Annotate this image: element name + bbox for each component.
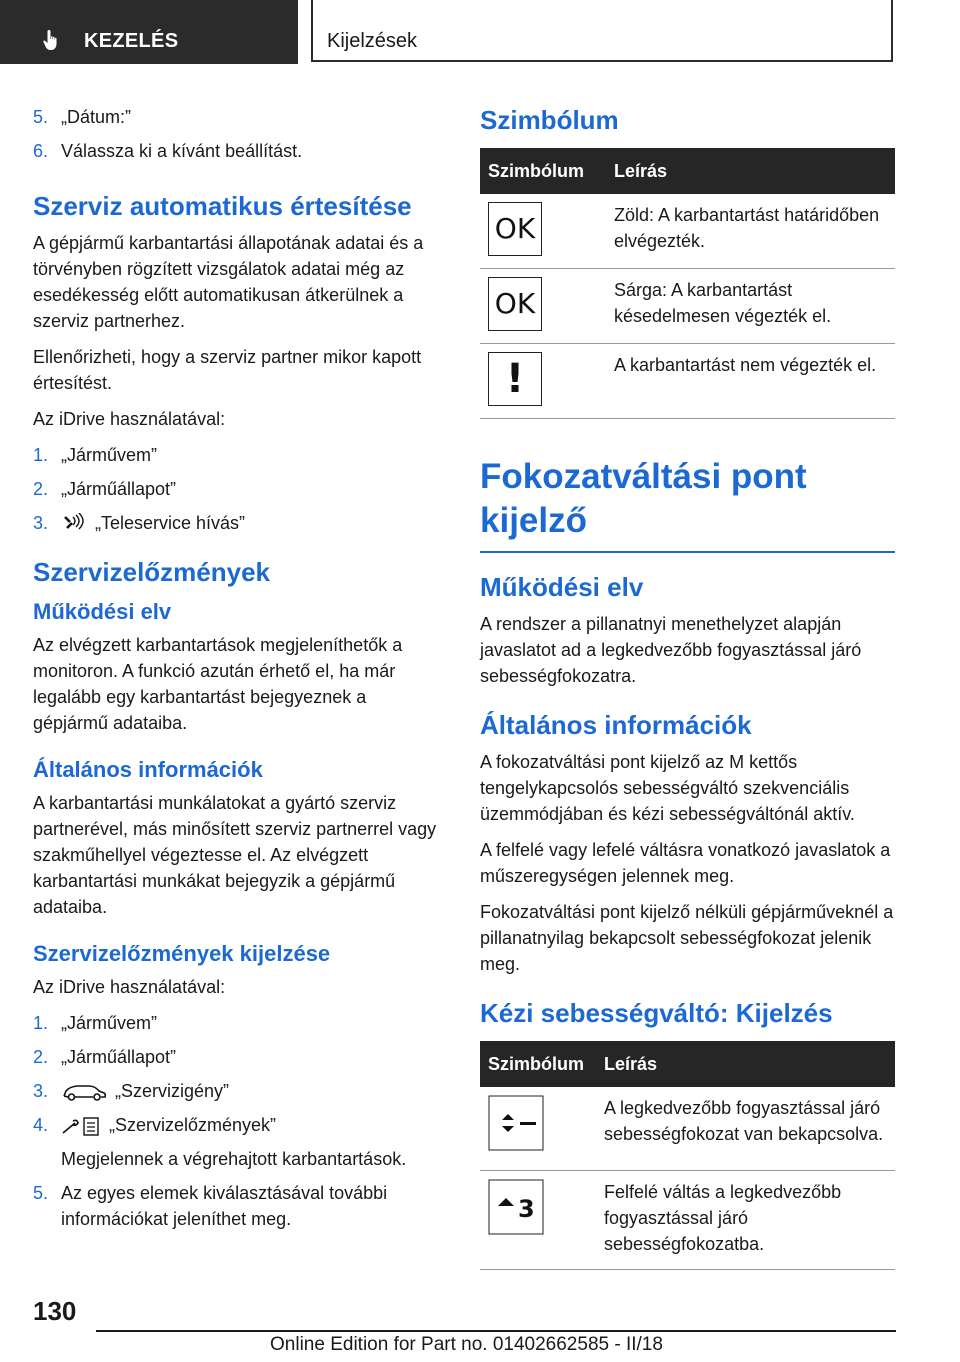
service-history-icon [61,1115,101,1137]
table-header-cell: Leírás [596,1041,895,1087]
table-cell-symbol [480,1087,596,1171]
hand-pointer-icon [40,28,64,52]
gear-symbol-table [480,1041,895,1270]
list-item [33,1112,441,1172]
list-number: 3. [33,513,49,533]
list-text: Válassza ki a kívánt beállítást. [61,141,303,161]
table-cell-desc: A karbantartást nem végezték el. [606,344,895,419]
list-idrive-steps [33,442,441,536]
list-text: „Szervizelőzmények” [109,1115,277,1135]
list-number: 4. [33,1115,49,1135]
heading-service-history: Szervizelőzmények [33,557,271,587]
table-row [480,1171,895,1270]
paragraph: A felfelé vagy lefelé váltásra vonatkozó javaslatok a műszeregységen jelennek meg. [480,840,891,886]
list-text: „Járművem” [61,445,158,465]
car-service-icon [61,1082,107,1102]
maintenance-symbol-table [480,148,895,419]
section-tab [0,0,298,64]
heading-history-display: Szervizelőzmények kijelzése [33,941,331,966]
paragraph: A fokozatváltási pont kijelző az M kettős tengelykapcsolós sebességváltó szekvenciális üzemmódjában és kézi sebességváltónál aktív. [480,752,855,824]
table-row [480,194,895,269]
list-text: „Járműállapot” [61,1047,177,1067]
list-item [33,1044,441,1070]
paragraph: Ellenőrizheti, hogy a szerviz partner mikor kapott értesítést. [33,347,422,393]
table-cell-symbol [480,194,606,269]
list-number: 6. [33,141,49,161]
table-header-cell: Szimbólum [480,148,606,194]
table-row [480,1087,895,1171]
list-number: 3. [33,1081,49,1101]
heading-general-info: Általános információk [480,710,752,740]
page-footer [0,1296,960,1356]
heading-principle: Működési elv [33,599,172,624]
table-header-cell: Leírás [606,148,895,194]
table-cell-desc: Zöld: A karbantartást határidőben elvégezték. [606,194,895,269]
table-row [480,344,895,419]
heading-manual-gearbox: Kézi sebességváltó: Kijelzés [480,998,833,1028]
list-number: 1. [33,445,49,465]
list-item [33,138,441,164]
paragraph: A karbantartási munkálatokat a gyártó szerviz partnerével, más minősített szerviz partnerrel vagy szakműhellyel végeztesse el. Az elvégzett karbantartási munkákat bejegyzik a gépjármű adataiba. [33,793,437,917]
list-item [33,1180,441,1232]
heading-shift-indicator: Fokozatváltási pont kijelző [480,455,895,553]
heading-principle: Működési elv [480,572,644,602]
paragraph: Az elvégzett karbantartások megjeleníthetők a monitoron. A funkció azután érhető el, ha már legalább egy karbantartást bejegyeznek a gépjármű adataiba. [33,635,403,733]
page-number: 130 [33,1296,77,1326]
list-text: „Szervizigény” [115,1081,230,1101]
warning-exclamation-icon: ! [488,352,542,406]
teleservice-icon [61,513,87,535]
table-cell-symbol [480,1171,596,1270]
list-number: 5. [33,107,49,127]
upshift-3-icon [488,1179,544,1235]
list-date-steps [33,104,441,164]
list-text: „Járműállapot” [61,479,177,499]
paragraph: Fokozatváltási pont kijelző nélküli gépjárműveknél a pillanatnyilag bekapcsolt sebességfokozat jelenik meg. [480,902,894,974]
heading-auto-notification: Szerviz automatikus értesítése [33,191,412,221]
paragraph: Az iDrive használatával: [33,409,226,429]
ok-green-icon: OK [488,202,542,256]
table-header-cell: Szimbólum [480,1041,596,1087]
page-header [0,0,960,66]
list-text: Az egyes elemek kiválasztásával további információkat jeleníthet meg. [61,1183,388,1229]
list-item [33,442,441,468]
table-cell-desc: Felfelé váltás a legkedvezőbb fogyasztással járó sebességfokozatba. [596,1171,895,1270]
list-number: 2. [33,479,49,499]
table-cell-symbol [480,344,606,419]
left-column [33,104,441,1240]
edition-label: Online Edition for Part no. 01402662585 - II/18 [270,1334,663,1355]
list-text: „Dátum:” [61,107,132,127]
optimal-gear-icon [488,1095,544,1151]
table-header-row [480,1041,895,1087]
list-item [33,476,441,502]
list-item [33,1078,441,1104]
right-column [480,104,895,1270]
table-row [480,269,895,344]
table-cell-symbol [480,269,606,344]
list-item [33,104,441,130]
list-item [33,1010,441,1036]
section-tab-label: KEZELÉS [84,30,179,52]
ok-yellow-icon: OK [488,277,542,331]
list-number: 1. [33,1013,49,1033]
paragraph: A gépjármű karbantartási állapotának adatai és a törvényben rögzített vizsgálatok adatai még az esedékesség előtt automatikusan átkerülnek a szerviz partnerhez. [33,233,424,331]
list-number: 2. [33,1047,49,1067]
heading-general-info: Általános információk [33,757,263,782]
paragraph: Az iDrive használatával: [33,977,226,997]
section-title: Kijelzések [327,30,418,52]
list-number: 5. [33,1183,49,1203]
paragraph: A rendszer a pillanatnyi menethelyzet alapján javaslatot ad a legkedvezőbb fogyasztással járó sebességfokozatra. [480,614,862,686]
table-cell-desc: Sárga: A karbantartást késedelmesen végezték el. [606,269,895,344]
list-text: „Járművem” [61,1013,158,1033]
footer-divider [96,1330,896,1332]
section-title-box [311,0,893,62]
list-subtext: Megjelennek a végrehajtott karbantartások. [61,1149,407,1169]
list-history-steps [33,1010,441,1232]
list-text: „Teleservice hívás” [95,513,246,533]
table-header-row [480,148,895,194]
svg-text:3: 3 [518,1195,535,1223]
list-item [33,510,441,536]
heading-symbol: Szimbólum [480,105,619,135]
table-cell-desc: A legkedvezőbb fogyasztással járó sebességfokozat van bekapcsolva. [596,1087,895,1171]
